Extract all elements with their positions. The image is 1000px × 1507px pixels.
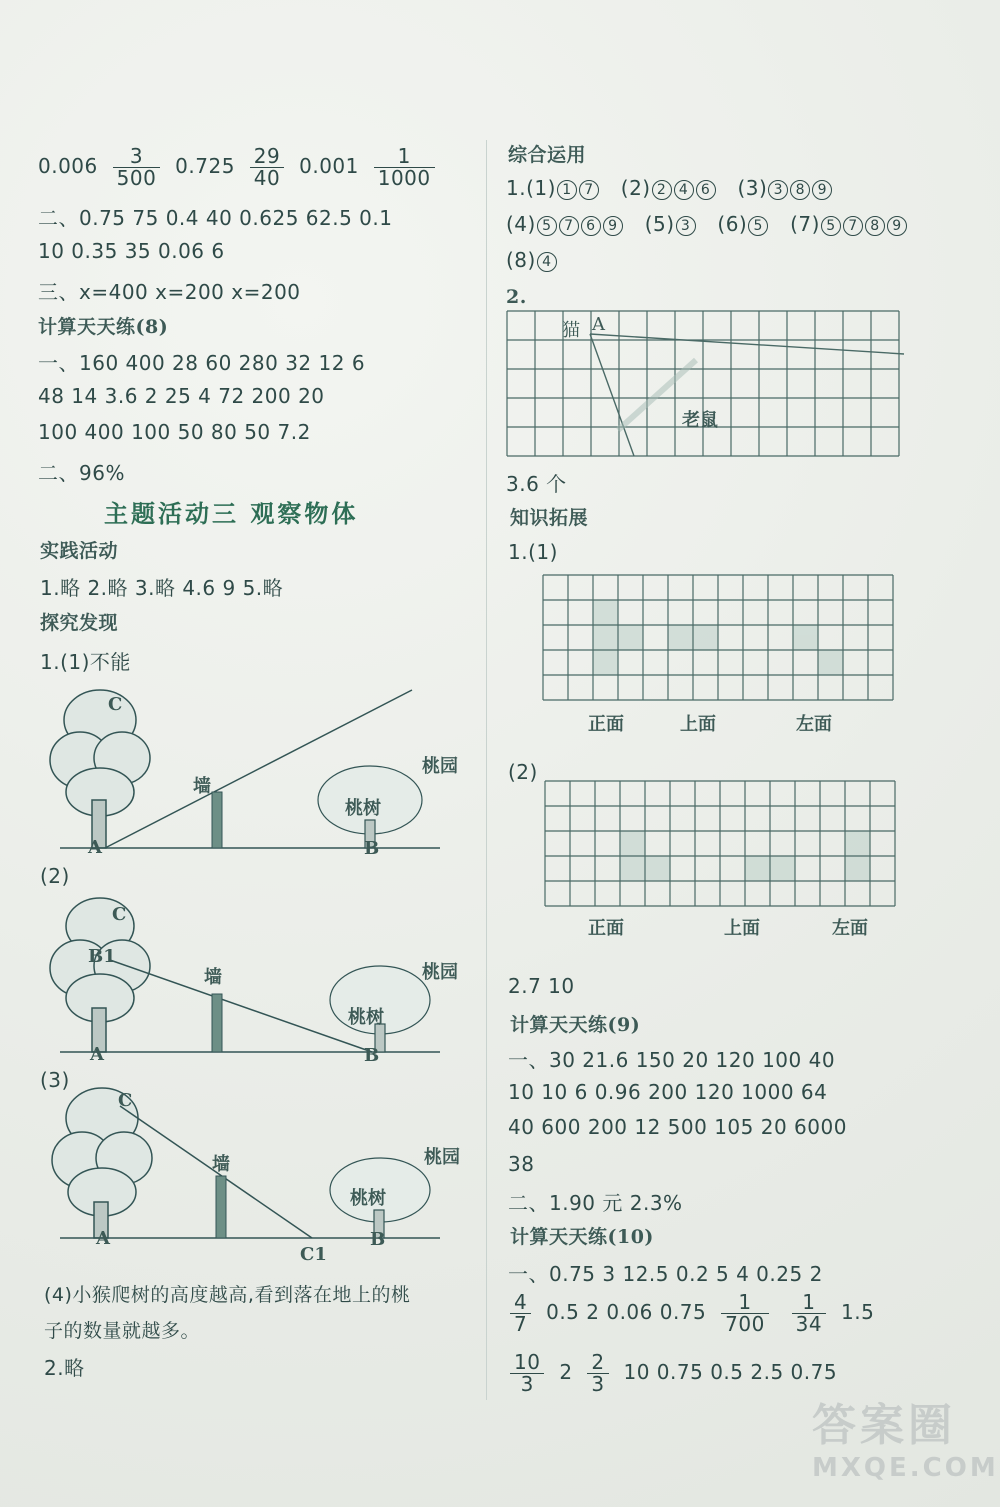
right-row-q3: 3.6 个 [506, 472, 567, 496]
label-peach-tree: 桃树 [348, 1007, 384, 1028]
right-row-s1: 一、30 21.6 150 20 120 100 40 [508, 1048, 836, 1072]
left-row-8: 二、96% [38, 461, 125, 485]
label-wall: 墙 [193, 776, 211, 797]
label-A: A [96, 1228, 110, 1249]
circled-number: 1 [557, 180, 577, 200]
left-row-5: 一、160 400 28 60 280 32 12 6 [38, 351, 366, 375]
shaded-cell [618, 625, 643, 650]
left-row-4: 三、x=400 x=200 x=200 [38, 280, 301, 304]
label-cat: 猫 [562, 320, 580, 341]
value: 0.001 [299, 154, 359, 178]
part-label: (8) [506, 248, 536, 272]
circled-number: 5 [537, 216, 557, 236]
denominator: 40 [253, 166, 281, 190]
left-row-2: 二、0.75 75 0.4 40 0.625 62.5 0.1 [38, 206, 393, 230]
label-front-view: 正面 [588, 918, 624, 939]
part-label: (5) [644, 212, 675, 236]
label-top-view: 上面 [680, 714, 716, 735]
circled-number: 7 [579, 180, 599, 200]
label-garden: 桃园 [422, 756, 458, 777]
label-A: A [90, 1044, 104, 1065]
label-A: A [592, 314, 605, 335]
fraction [113, 146, 161, 189]
label-mouse: 老鼠 [682, 410, 718, 431]
fraction [374, 146, 435, 189]
shaded-cell [845, 856, 870, 881]
label-B: B [364, 1045, 380, 1066]
circled-answers [747, 212, 769, 236]
numerator: 10 [510, 1352, 544, 1374]
label-C1: C1 [300, 1244, 327, 1265]
label-C: C [112, 904, 127, 925]
label-garden: 桃园 [422, 962, 458, 983]
tree-illustration [52, 1088, 152, 1238]
part-label: (2) [620, 176, 651, 200]
circled-number: 4 [537, 252, 557, 272]
numerator: 29 [250, 146, 284, 168]
label-wall: 墙 [212, 1154, 230, 1175]
value: 0.006 [38, 154, 98, 178]
circled-answers [651, 176, 717, 200]
shaded-cell [770, 856, 795, 881]
tree-illustration [50, 898, 150, 1052]
label-left-view: 左面 [796, 714, 832, 735]
label-C: C [118, 1090, 133, 1111]
label-B1: B1 [88, 946, 116, 967]
circled-answers [536, 248, 558, 272]
column-divider [486, 140, 487, 1400]
numerator: 4 [510, 1292, 531, 1314]
wall [212, 994, 222, 1052]
part-label: (2) [508, 760, 538, 784]
label-top-view: 上面 [724, 918, 760, 939]
sight-line [590, 334, 904, 354]
left-row-9: 1.略 2.略 3.略 4.6 9 5.略 [40, 576, 284, 600]
circled-answers [556, 176, 600, 200]
left-row-7: 100 400 100 50 80 50 7.2 [38, 420, 311, 444]
denominator: 500 [116, 166, 157, 190]
unit-title: 主题活动三 观察物体 [104, 499, 359, 528]
left-row-13: 2.略 [44, 1356, 85, 1380]
label-peach-tree: 桃树 [345, 798, 381, 819]
right-row-s8 [508, 1352, 837, 1395]
label-peach-tree: 桃树 [350, 1188, 386, 1209]
part-label: 1.(1) [506, 176, 556, 200]
denominator: 3 [591, 1372, 605, 1396]
fraction [587, 1352, 608, 1395]
shaded-cell [593, 600, 618, 625]
tree-illustration [50, 690, 150, 848]
fraction [250, 146, 284, 189]
left-row-10: 1.(1)不能 [40, 650, 131, 674]
shaded-cell [620, 856, 645, 881]
fraction [721, 1292, 769, 1335]
logo-text: 答案圈 [812, 1400, 956, 1451]
numerator: 1 [721, 1292, 769, 1314]
fraction [510, 1292, 531, 1335]
shaded-cell [668, 625, 693, 650]
numerator: 2 [587, 1352, 608, 1374]
part-label: (3) [737, 176, 768, 200]
shaded-cell [593, 625, 618, 650]
section-heading: 综合运用 [508, 144, 587, 166]
part-label: 1.(1) [508, 540, 558, 564]
circled-answers [820, 212, 908, 236]
left-row-3: 10 0.35 35 0.06 6 [38, 239, 225, 263]
part-label: (4) [506, 212, 536, 236]
label-C: C [108, 694, 123, 715]
circled-number: 3 [676, 216, 696, 236]
denominator: 1000 [377, 166, 431, 190]
circled-answers [536, 212, 624, 236]
value: 0.5 2 0.06 0.75 [546, 1300, 707, 1324]
fraction [510, 1352, 544, 1395]
section-heading: 实践活动 [40, 540, 119, 562]
shaded-cell [620, 831, 645, 856]
label-A: A [88, 837, 102, 858]
label-B: B [370, 1229, 386, 1250]
shaded-cell [793, 625, 818, 650]
wall [212, 792, 222, 848]
left-row-1 [38, 146, 443, 189]
numerator: 1 [792, 1292, 826, 1314]
label-left-view: 左面 [832, 918, 868, 939]
question-number: 2. [506, 286, 527, 308]
shaded-cell [745, 856, 770, 881]
value: 2 [559, 1360, 573, 1384]
circled-number: 7 [843, 216, 863, 236]
circled-number: 5 [748, 216, 768, 236]
logo-url: MXQE.COM [812, 1453, 999, 1483]
right-row-s3: 40 600 200 12 500 105 20 6000 [508, 1115, 847, 1139]
right-circled-row-2 [506, 212, 908, 236]
circled-answers [675, 212, 697, 236]
circled-number: 9 [887, 216, 907, 236]
part-label: (6) [717, 212, 748, 236]
label-front-view: 正面 [588, 714, 624, 735]
section-heading: 计算天天练(8) [38, 316, 169, 338]
label-wall: 墙 [204, 967, 222, 988]
part-label: (7) [790, 212, 820, 236]
value: 10 0.75 0.5 2.5 0.75 [623, 1360, 838, 1384]
left-row-6: 48 14 3.6 2 25 4 72 200 20 [38, 384, 325, 408]
circled-number: 3 [768, 180, 788, 200]
circled-number: 2 [652, 180, 672, 200]
shaded-cell [845, 831, 870, 856]
watermark-logo [812, 1389, 999, 1489]
circled-number: 5 [821, 216, 841, 236]
right-row-s7 [508, 1292, 874, 1335]
figure-sightline-2 [40, 890, 460, 1065]
right-row-k3: 2.7 10 [508, 974, 575, 998]
shaded-cell [818, 650, 843, 675]
circled-answers [767, 176, 833, 200]
circled-number: 4 [674, 180, 694, 200]
sight-line [590, 334, 634, 456]
numerator: 1 [374, 146, 435, 168]
circled-number: 6 [581, 216, 601, 236]
left-row-12: 子的数量就越多。 [44, 1320, 201, 1342]
value: 0.725 [175, 154, 235, 178]
right-circled-row-1 [506, 176, 833, 200]
views-grid-1 [542, 574, 894, 704]
denominator: 7 [514, 1312, 528, 1336]
label-B: B [364, 838, 380, 859]
section-heading: 计算天天练(10) [510, 1226, 654, 1248]
part-label: (3) [40, 1068, 70, 1092]
shaded-cell [693, 625, 718, 650]
wall [216, 1176, 226, 1238]
right-circled-row-3 [506, 248, 558, 272]
circled-number: 7 [559, 216, 579, 236]
right-row-s4: 38 [508, 1152, 535, 1176]
numerator: 3 [113, 146, 161, 168]
circled-number: 8 [865, 216, 885, 236]
denominator: 3 [520, 1372, 534, 1396]
denominator: 700 [725, 1312, 765, 1336]
section-heading: 知识拓展 [510, 507, 589, 529]
section-heading: 计算天天练(9) [510, 1014, 641, 1036]
section-heading: 探究发现 [40, 612, 119, 634]
circled-number: 9 [812, 180, 832, 200]
label-garden: 桃园 [424, 1147, 460, 1168]
right-row-s6: 一、0.75 3 12.5 0.2 5 4 0.25 2 [508, 1262, 823, 1286]
views-grid-2 [544, 780, 896, 908]
left-row-11: (4)小猴爬树的高度越高,看到落在地上的桃 [44, 1284, 411, 1306]
circled-number: 9 [603, 216, 623, 236]
shaded-cell [593, 650, 618, 675]
fraction [792, 1292, 826, 1335]
value: 1.5 [840, 1300, 875, 1324]
right-row-s2: 10 10 6 0.96 200 120 1000 64 [508, 1080, 828, 1104]
part-label: (2) [40, 864, 70, 888]
circled-number: 6 [696, 180, 716, 200]
right-row-s5: 二、1.90 元 2.3% [508, 1191, 683, 1215]
shaded-cell [645, 856, 670, 881]
circled-number: 8 [790, 180, 810, 200]
figure-sightline-1 [40, 680, 460, 865]
denominator: 34 [795, 1312, 823, 1336]
